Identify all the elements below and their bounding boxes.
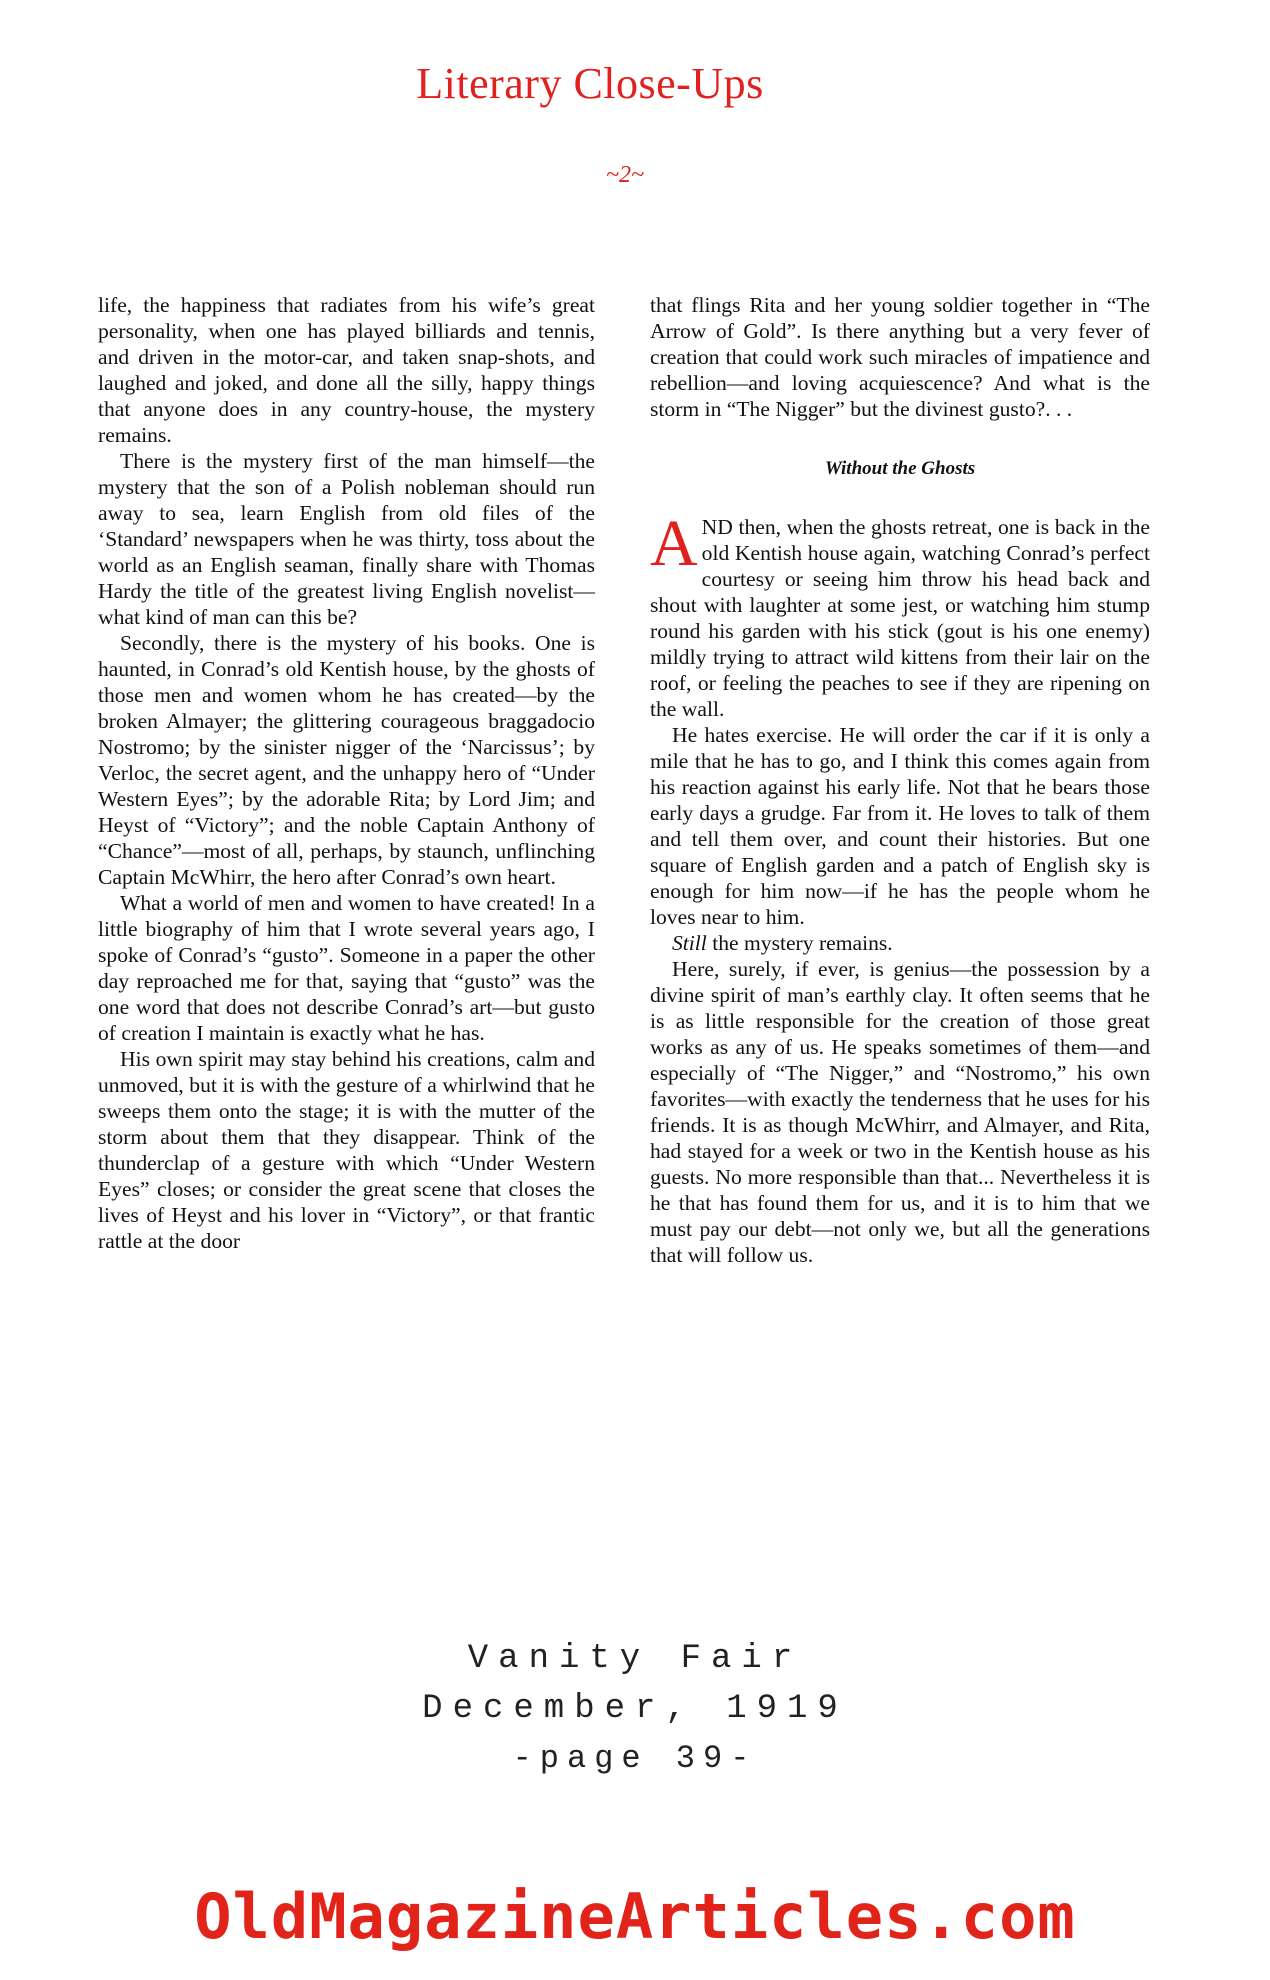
paragraph: life, the happiness that radiates from his wife’s great personality, when one has played billiards and tennis, and driven in the motor-car, and taken snap-shots, and laughed and joked, and done all the silly, happy things that anyone does in any country-house, the mystery remains. (98, 293, 595, 447)
source-publication: Vanity Fair (467, 1640, 803, 1678)
page-marker: ~2~ (606, 162, 644, 188)
paragraph: There is the mystery first of the man himself—the mystery that the son of a Polish nobleman should run away to sea, learn English from old files of the ‘Standard’ newspapers when he was thirty, toss about the world as an English seaman, finally share with Thomas Hardy the title of the greatest living English novelist—what kind of man can this be? (98, 449, 595, 629)
paragraph-with-dropcap (650, 507, 1150, 722)
paragraph: What a world of men and women to have created! In a little biography of him that I wrote several years ago, I spoke of Conrad’s “gusto”. Someone in a paper the other day reproached me for that, saying that “gusto” was the one word that does not describe Conrad’s art—but gusto of creation I maintain is exactly what he has. (98, 891, 595, 1045)
paragraph: Here, surely, if ever, is genius—the possession by a divine spirit of man’s earthly clay. It often seems that he is as little responsible for the creation of those great works as any of us. He speaks sometimes of them—and especially of “The Nigger,” and “Nostromo,” his own favorites—with exactly the tenderness that he uses for his friends. It is as though McWhirr, and Almayer, and Rita, had stayed for a week or two in the Kentish house as his guests. No more responsible than that... Nevertheless it is he that has found them for us, and it is to him that we must pay our debt—not only we, but all the generations that will follow us. (650, 957, 1150, 1267)
paragraph-text: ND then, when the ghosts retreat, one is back in the old Kentish house again, watching Conrad’s perfect courtesy or seeing him throw his head back and shout with laughter at some jest, or watching him stump round his garden with his stick (gout is his one enemy) mildly trying to attract wild kittens from their lair on the roof, or feeling the peaches to see if they are ripening on the wall. (650, 515, 1150, 721)
left-column (98, 292, 595, 1254)
page-title: Literary Close-Ups (416, 59, 764, 108)
site-banner-logo: OldMagazineArticles.com (194, 1880, 1076, 1953)
source-date: December, 1919 (422, 1690, 848, 1728)
right-column (650, 292, 1150, 1268)
italic-word: Still (672, 931, 707, 955)
source-page: -page 39- (512, 1740, 758, 1777)
drop-cap: A (650, 507, 698, 580)
section-subhead: Without the Ghosts (824, 458, 976, 479)
paragraph: Secondly, there is the mystery of his books. One is haunted, in Conrad’s old Kentish house, by the ghosts of those men and women whom he has created—by the broken Almayer; the glittering courageous braggadocio Nostromo; by the sinister nigger of the ‘Narcissus’; by Verloc, the secret agent, and the unhappy hero of “Under Western Eyes”; by the adorable Rita; by Lord Jim; and Heyst of “Victory”; and the noble Captain Anthony of “Chance”—most of all, perhaps, by staunch, unflinching Captain McWhirr, the hero after Conrad’s own heart. (98, 631, 595, 889)
paragraph: He hates exercise. He will order the car if it is only a mile that he has to go, and I think this comes again from his reaction against his early life. Not that he bears those early days a grudge. Far from it. He loves to talk of them and tell them over, and count their histories. But one square of English garden and a patch of English sky is enough for him now—if he has the people whom he loves near to him. (650, 723, 1150, 929)
paragraph-text: the mystery remains. (706, 931, 893, 955)
paragraph: His own spirit may stay behind his creations, calm and unmoved, but it is with the gesture of a whirlwind that he sweeps them onto the stage; it is with the mutter of the storm about them that they disappear. Think of the thunderclap of a gesture with which “Under Western Eyes” closes; or consider the great scene that closes the lives of Heyst and his lover in “Victory”, or that frantic rattle at the door (98, 1047, 595, 1253)
paragraph (650, 930, 1150, 956)
paragraph: that flings Rita and her young soldier together in “The Arrow of Gold”. Is there anything but a very fever of creation that could work such miracles of impatience and rebellion—and loving acquiescence? And what is the storm in “The Nigger” but the divinest gusto?. . . (650, 293, 1150, 421)
